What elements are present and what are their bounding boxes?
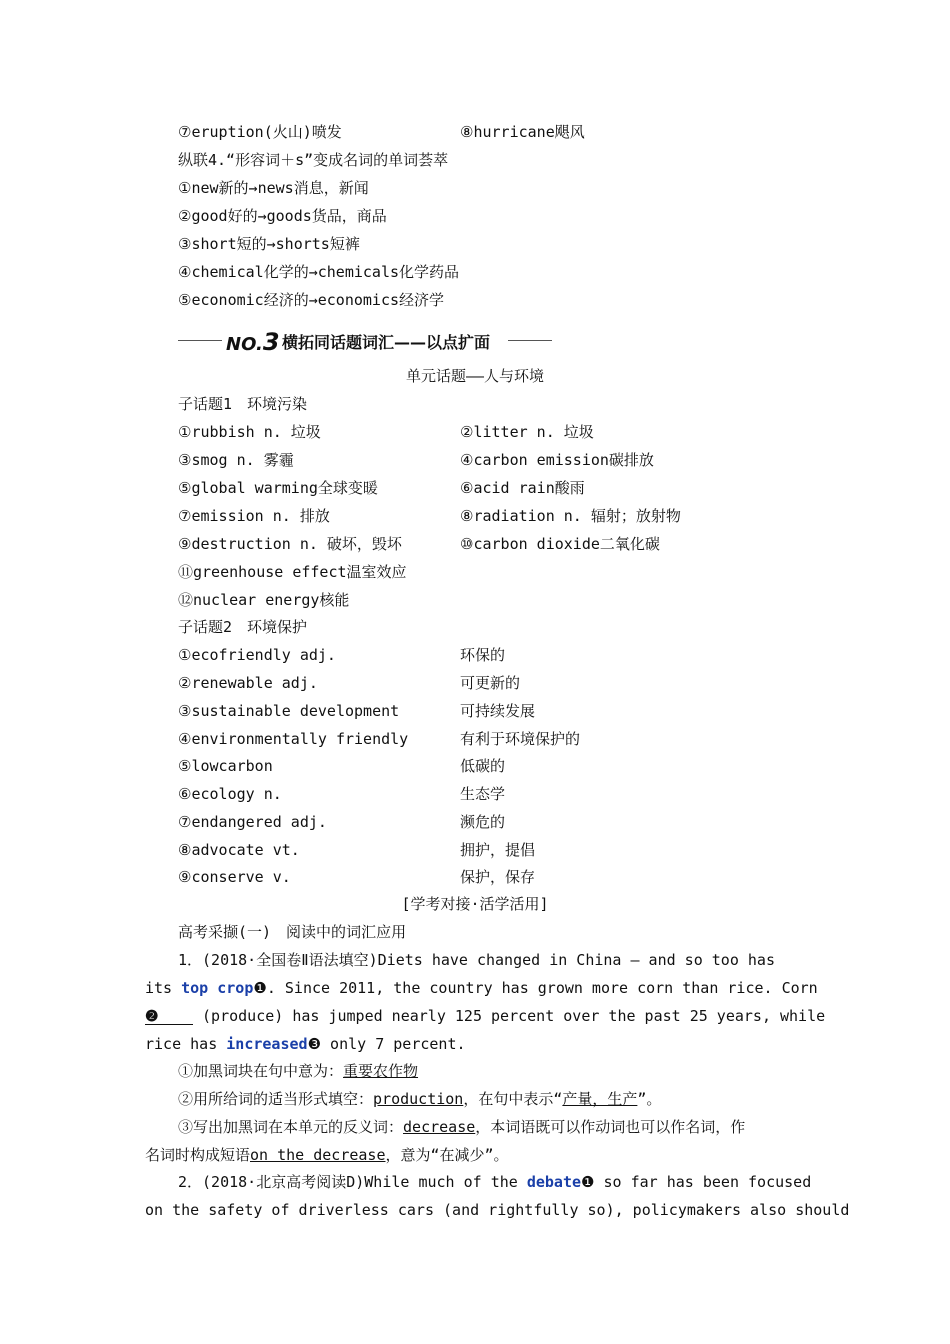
banner-title: 横拓同话题词汇——以点扩面 <box>282 333 491 352</box>
list-item: ⑨conserve v. <box>178 868 291 886</box>
q1-line-2 <box>145 978 818 998</box>
list-item: ③smog n. 雾霾 <box>178 451 294 469</box>
marker: ❶ <box>253 979 267 997</box>
list-item: 濒危的 <box>460 813 506 831</box>
marker: ❶ <box>581 1173 595 1191</box>
list-item: 拥护，提倡 <box>460 841 536 859</box>
list-item: ⑧radiation n. 辐射；放射物 <box>460 507 681 525</box>
list-item: ④chemical化学的→chemicals化学药品 <box>178 263 460 281</box>
list-item: ⑪greenhouse effect温室效应 <box>178 563 407 581</box>
text: ，在句中表示“ <box>463 1090 563 1108</box>
list-item: 可更新的 <box>460 674 521 692</box>
list-item: ⑦emission n. 排放 <box>178 507 330 525</box>
list-item: ⑥acid rain酸雨 <box>460 479 585 497</box>
answer-text: 产量，生产 <box>562 1090 638 1108</box>
list-item: ②good好的→goods货品，商品 <box>178 207 387 225</box>
text: 2．(2018·北京高考阅读D)While much of the <box>178 1173 518 1191</box>
banner-number: NO.3 <box>226 328 280 356</box>
fill-blank: ❷ <box>145 1008 193 1025</box>
text: ”。 <box>637 1090 662 1108</box>
top-row1-left: ⑦eruption(火山)喷发 <box>178 123 342 141</box>
q1-line-4 <box>145 1034 466 1054</box>
list-item: 可持续发展 <box>460 702 536 720</box>
list-item: 生态学 <box>460 785 506 803</box>
list-item: 环保的 <box>460 646 506 664</box>
answer-2 <box>178 1089 661 1109</box>
unit-title: 单元话题——人与环境 <box>405 367 545 385</box>
list-item: ⑫nuclear energy核能 <box>178 591 350 609</box>
list-item: 保护，保存 <box>460 868 536 886</box>
text: only 7 percent. <box>330 1035 466 1053</box>
exam-heading: 高考采撷(一) 阅读中的词汇应用 <box>178 923 407 941</box>
list-item: ⑤global warming全球变暖 <box>178 479 378 497</box>
list-item: ④environmentally friendly <box>178 730 409 748</box>
text: . Since 2011, the country has grown more corn than rice. Corn <box>266 979 818 997</box>
text: 名词时构成短语 <box>145 1146 251 1164</box>
text: (produce) has jumped nearly 125 percent over the past 25 years, while <box>202 1007 826 1025</box>
answer-text: 重要农作物 <box>343 1062 419 1080</box>
text: ③写出加黑词在本单元的反义词： <box>178 1118 404 1136</box>
text: ①加黑词块在句中意为： <box>178 1062 344 1080</box>
text: ，意为“在减少”。 <box>385 1146 509 1164</box>
answer-1 <box>178 1061 418 1081</box>
text: ②用所给词的适当形式填空： <box>178 1090 374 1108</box>
list-item: ⑦endangered adj. <box>178 813 327 831</box>
list-item: ⑥ecology n. <box>178 785 282 803</box>
divider <box>508 340 552 341</box>
top-row1-right: ⑧hurricane飓风 <box>460 123 585 141</box>
list-item: ⑤economic经济的→economics经济学 <box>178 291 445 309</box>
text: so far has been focused <box>603 1173 812 1191</box>
marker: ❸ <box>307 1035 322 1053</box>
list-item: ①new新的→news消息，新闻 <box>178 179 369 197</box>
answer-3-cont <box>145 1145 509 1165</box>
section-label: [学考对接·活学活用] <box>401 895 549 913</box>
answer-text: on the decrease <box>250 1146 386 1164</box>
list-item: ①ecofriendly adj. <box>178 646 336 664</box>
keyword-debate: debate <box>526 1173 582 1191</box>
list-item: ②renewable adj. <box>178 674 318 692</box>
list-item: 低碳的 <box>460 757 506 775</box>
keyword-top-crop: top crop <box>181 979 254 997</box>
answer-text: production <box>373 1090 464 1108</box>
q2-line-1 <box>178 1172 811 1192</box>
text: its <box>145 979 173 997</box>
answer-text: decrease <box>403 1118 476 1136</box>
list-item: ⑨destruction n. 破坏，毁坏 <box>178 535 402 553</box>
list-item: ⑤lowcarbon <box>178 757 273 775</box>
subtopic-2-title: 子话题2 环境保护 <box>178 618 308 636</box>
list-item: ②litter n. 垃圾 <box>460 423 594 441</box>
list-item: ⑩carbon dioxide二氧化碳 <box>460 535 660 553</box>
q2-line-2: on the safety of driverless cars (and rightfully so), policymakers also should <box>145 1201 850 1219</box>
answer-3 <box>178 1117 745 1137</box>
list-item: ④carbon emission碳排放 <box>460 451 654 469</box>
q1-line-3 <box>145 1006 826 1026</box>
text: rice has <box>145 1035 218 1053</box>
list-item: ③sustainable development <box>178 702 400 720</box>
keyword-increased: increased <box>226 1035 308 1053</box>
subtopic-1-title: 子话题1 环境污染 <box>178 395 308 413</box>
list-item: 有利于环境保护的 <box>460 730 581 748</box>
section-banner <box>178 328 558 356</box>
heading-4: 纵联4.“形容词＋s”变成名词的单词荟萃 <box>178 151 449 169</box>
list-item: ③short短的→shorts短裤 <box>178 235 360 253</box>
text: ，本词语既可以作动词也可以作名词，作 <box>475 1118 746 1136</box>
divider <box>178 340 222 341</box>
q1-line-1: 1．(2018·全国卷Ⅱ语法填空)Diets have changed in China — and so too has <box>178 951 775 969</box>
list-item: ①rubbish n. 垃圾 <box>178 423 321 441</box>
list-item: ⑧advocate vt. <box>178 841 300 859</box>
